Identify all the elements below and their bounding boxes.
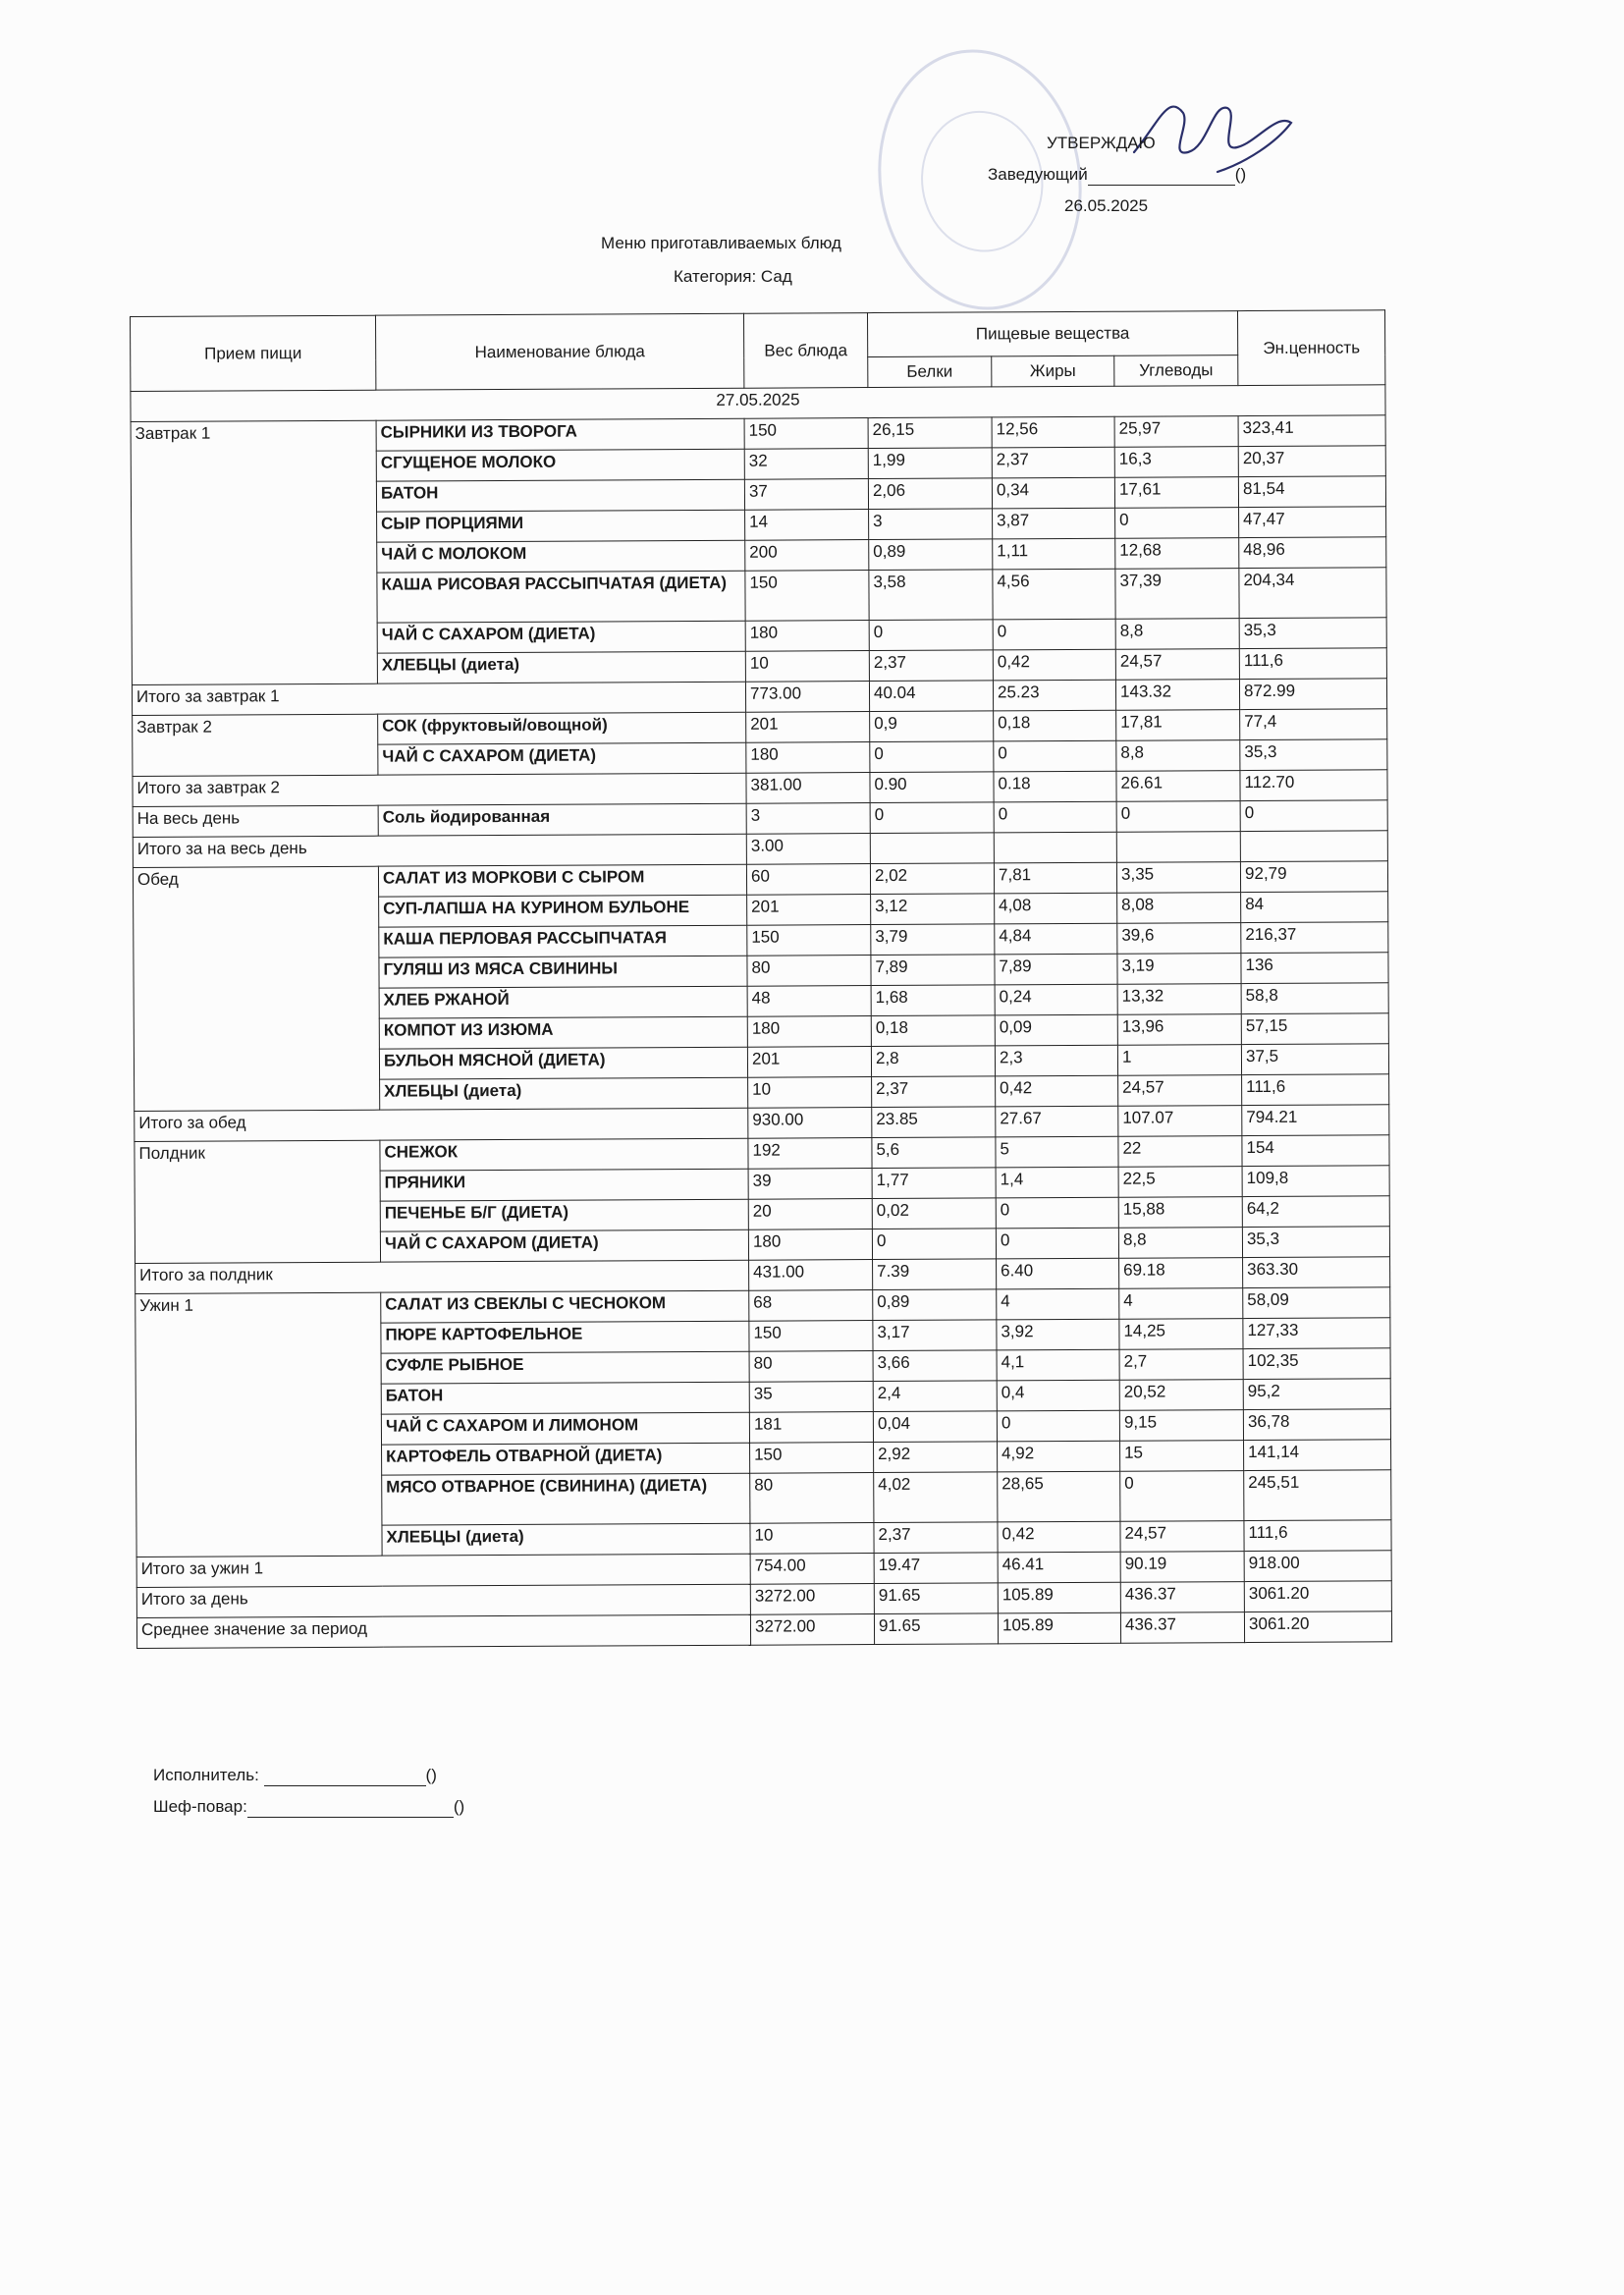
total-carbs: 143.32	[1115, 680, 1239, 711]
approval-title: УТВЕРЖДАЮ	[1047, 134, 1156, 152]
total-label: Итого за обед	[135, 1108, 748, 1141]
dish-weight: 150	[745, 571, 869, 622]
total-label: Итого за ужин 1	[136, 1554, 750, 1587]
meal-name: Полдник	[135, 1140, 381, 1263]
dish-weight: 39	[748, 1169, 872, 1200]
dish-protein: 2,06	[868, 478, 992, 510]
dish-fat: 7,81	[994, 862, 1116, 894]
dish-name: СЫРНИКИ ИЗ ТВОРОГА	[376, 418, 744, 451]
dish-carbs: 24,57	[1118, 1075, 1242, 1107]
total-carbs: 26.61	[1116, 771, 1240, 802]
total-label: Итого за день	[136, 1584, 750, 1617]
dish-weight: 201	[747, 895, 871, 926]
dish-name: ХЛЕБЦЫ (диета)	[380, 1077, 748, 1110]
total-energy: 794.21	[1242, 1105, 1389, 1136]
dish-fat: 0,24	[995, 984, 1117, 1015]
dish-name: ЧАЙ С САХАРОМ (ДИЕТА)	[377, 621, 745, 653]
dish-protein: 2,37	[872, 1076, 996, 1108]
dish-name: Соль йодированная	[378, 803, 746, 836]
dish-protein: 4,02	[874, 1472, 998, 1523]
dish-weight: 150	[749, 1321, 873, 1352]
dish-name: КАША ПЕРЛОВАЯ РАССЫПЧАТАЯ	[379, 925, 747, 957]
dish-name: СГУЩЕНОЕ МОЛОКО	[376, 449, 744, 481]
document-title: Меню приготавливаемых блюд	[601, 234, 841, 252]
total-energy: 112.70	[1240, 770, 1387, 801]
dish-weight: 180	[748, 1229, 872, 1261]
dish-name: СОК (фруктовый/овощной)	[378, 712, 746, 744]
dish-energy: 47,47	[1239, 507, 1386, 538]
dish-weight: 60	[746, 864, 870, 896]
dish-weight: 200	[745, 540, 869, 572]
total-carbs: 107.07	[1118, 1106, 1242, 1137]
dish-name: ХЛЕБЦЫ (диета)	[382, 1523, 750, 1556]
dish-name: ЧАЙ С МОЛОКОМ	[377, 540, 745, 573]
total-protein	[870, 833, 994, 864]
dish-fat: 28,65	[998, 1471, 1120, 1522]
dish-weight: 20	[748, 1199, 872, 1230]
total-carbs	[1116, 832, 1240, 863]
dish-fat: 7,89	[995, 954, 1117, 985]
dish-energy: 58,09	[1243, 1287, 1390, 1319]
dish-fat: 3,92	[997, 1319, 1119, 1350]
total-protein: 91.65	[874, 1613, 998, 1645]
dish-name: КАША РИСОВАЯ РАССЫПЧАТАЯ (ДИЕТА)	[377, 571, 745, 623]
total-fat	[994, 832, 1116, 863]
approval-position	[988, 165, 1246, 186]
dish-protein: 5,6	[872, 1137, 996, 1169]
header-meal: Прием пищи	[131, 315, 376, 391]
dish-carbs: 39,6	[1117, 923, 1241, 955]
total-protein: 23.85	[872, 1107, 996, 1138]
dish-protein: 1,77	[872, 1168, 996, 1199]
dish-name: ЧАЙ С САХАРОМ (ДИЕТА)	[380, 1229, 748, 1262]
total-weight: 3.00	[746, 834, 870, 865]
total-label: Среднее значение за период	[136, 1614, 750, 1648]
dish-energy: 84	[1241, 892, 1388, 923]
dish-protein: 2,37	[874, 1522, 998, 1554]
total-fat: 46.41	[998, 1552, 1120, 1583]
dish-energy: 323,41	[1238, 415, 1385, 447]
dish-name: МЯСО ОТВАРНОЕ (СВИНИНА) (ДИЕТА)	[382, 1473, 750, 1525]
dish-carbs: 24,57	[1115, 649, 1239, 681]
total-protein: 0.90	[870, 772, 994, 803]
dish-carbs: 13,96	[1117, 1014, 1241, 1046]
total-energy: 918.00	[1244, 1551, 1391, 1582]
dish-energy: 77,4	[1240, 709, 1387, 740]
dish-energy: 35,3	[1242, 1227, 1389, 1258]
header-energy: Эн.ценность	[1238, 310, 1385, 386]
dish-carbs: 17,61	[1114, 477, 1238, 509]
header-nutrients: Пищевые вещества	[867, 311, 1237, 357]
dish-carbs: 14,25	[1119, 1319, 1243, 1350]
total-energy	[1240, 831, 1387, 862]
dish-name: ПРЯНИКИ	[380, 1169, 748, 1201]
total-fat: 6.40	[997, 1258, 1119, 1289]
dish-fat: 0,4	[997, 1380, 1119, 1411]
dish-energy: 92,79	[1240, 861, 1387, 893]
dish-name: СЫР ПОРЦИЯМИ	[377, 510, 745, 542]
dish-fat: 0	[996, 1197, 1118, 1229]
dish-weight: 3	[746, 803, 870, 835]
dish-name: ХЛЕБЦЫ (диета)	[377, 651, 745, 683]
document-category: Категория: Сад	[674, 267, 792, 286]
header-carbs: Углеводы	[1114, 355, 1238, 387]
dish-fat: 5	[996, 1136, 1118, 1168]
dish-name: САЛАТ ИЗ СВЕКЛЫ С ЧЕСНОКОМ	[381, 1290, 749, 1323]
dish-protein: 0	[872, 1229, 996, 1260]
dish-protein: 0	[870, 802, 994, 834]
dish-energy: 36,78	[1243, 1409, 1390, 1441]
dish-protein: 3	[869, 509, 993, 540]
dish-weight: 180	[747, 1016, 871, 1048]
dish-weight: 150	[750, 1443, 874, 1474]
dish-protein: 0,02	[872, 1198, 996, 1229]
dish-fat: 0,42	[993, 649, 1115, 681]
chef-line	[153, 1797, 464, 1818]
dish-carbs: 8,08	[1117, 893, 1241, 924]
dish-name: ХЛЕБ РЖАНОЙ	[379, 986, 747, 1018]
dish-fat: 0,09	[995, 1014, 1117, 1046]
dish-fat: 1,11	[993, 538, 1115, 570]
dish-weight: 10	[748, 1077, 872, 1109]
dish-carbs: 2,7	[1119, 1349, 1243, 1381]
menu-date: 27.05.2025	[131, 385, 1385, 422]
dish-weight: 192	[748, 1138, 872, 1170]
dish-protein: 3,66	[873, 1350, 997, 1382]
dish-protein: 0,9	[870, 711, 994, 742]
dish-weight: 201	[746, 712, 870, 743]
dish-energy: 0	[1240, 800, 1387, 832]
header-fat: Жиры	[992, 355, 1114, 387]
total-weight: 3272.00	[750, 1584, 874, 1615]
dish-carbs: 25,97	[1114, 416, 1238, 448]
dish-fat: 0,42	[998, 1521, 1120, 1553]
dish-protein: 0	[869, 620, 993, 651]
dish-name: ЧАЙ С САХАРОМ (ДИЕТА)	[378, 742, 746, 775]
dish-name: БАТОН	[376, 479, 744, 512]
dish-name: ПЕЧЕНЬЕ Б/Г (ДИЕТА)	[380, 1199, 748, 1231]
dish-name: СНЕЖОК	[380, 1138, 748, 1171]
dish-weight: 180	[745, 621, 869, 652]
dish-weight: 14	[745, 510, 869, 541]
dish-weight: 150	[744, 418, 868, 450]
dish-energy: 81,54	[1238, 476, 1385, 508]
dish-carbs: 12,68	[1115, 538, 1239, 570]
dish-fat: 12,56	[992, 416, 1114, 448]
total-carbs: 69.18	[1119, 1258, 1243, 1289]
total-label: Итого за завтрак 1	[132, 682, 745, 715]
dish-weight: 32	[744, 449, 868, 480]
dish-carbs: 1	[1117, 1045, 1241, 1076]
dish-carbs: 15	[1120, 1441, 1244, 1472]
dish-weight: 80	[750, 1473, 874, 1524]
dish-protein: 26,15	[868, 417, 992, 449]
dish-energy: 102,35	[1243, 1348, 1390, 1380]
executor-close: ()	[425, 1766, 437, 1784]
dish-energy: 204,34	[1239, 568, 1386, 619]
dish-energy: 64,2	[1242, 1196, 1389, 1228]
dish-protein: 2,37	[869, 650, 993, 682]
period-average-row	[136, 1612, 1391, 1649]
dish-weight: 80	[747, 956, 871, 987]
dish-energy: 111,6	[1239, 648, 1386, 680]
dish-energy: 111,6	[1244, 1520, 1391, 1552]
dish-carbs: 22	[1118, 1136, 1242, 1168]
dish-energy: 20,37	[1238, 446, 1385, 477]
dish-carbs: 20,52	[1119, 1380, 1243, 1411]
dish-energy: 245,51	[1244, 1470, 1391, 1521]
dish-protein: 3,12	[871, 894, 995, 925]
dish-carbs: 8,8	[1118, 1228, 1242, 1259]
dish-weight: 181	[749, 1412, 873, 1444]
dish-carbs: 22,5	[1118, 1167, 1242, 1198]
dish-fat: 0	[996, 1228, 1118, 1259]
total-weight: 431.00	[749, 1260, 873, 1291]
dish-weight: 68	[749, 1290, 873, 1322]
dish-fat: 0	[994, 801, 1116, 833]
total-protein: 40.04	[869, 681, 993, 712]
dish-fat: 1,4	[996, 1167, 1118, 1198]
dish-energy: 35,3	[1239, 618, 1386, 649]
dish-protein: 2,92	[874, 1442, 998, 1473]
dish-carbs: 0	[1115, 508, 1239, 539]
dish-carbs: 15,88	[1118, 1197, 1242, 1229]
dish-weight: 35	[749, 1382, 873, 1413]
dish-carbs: 24,57	[1120, 1521, 1244, 1553]
dish-name: СУП-ЛАПША НА КУРИНОМ БУЛЬОНЕ	[379, 895, 747, 927]
total-weight: 3272.00	[750, 1614, 874, 1646]
chef-close: ()	[453, 1797, 465, 1816]
dish-protein: 1,99	[868, 448, 992, 479]
meal-name: На весь день	[133, 805, 378, 837]
dish-weight: 10	[750, 1523, 874, 1555]
dish-carbs: 8,8	[1115, 619, 1239, 650]
total-weight: 773.00	[745, 682, 869, 713]
dish-carbs: 0	[1120, 1471, 1244, 1522]
header-dish: Наименование блюда	[375, 313, 743, 390]
dish-carbs: 8,8	[1116, 740, 1240, 772]
dish-energy: 37,5	[1241, 1044, 1388, 1075]
dish-fat: 2,3	[995, 1045, 1117, 1076]
dish-weight: 180	[746, 742, 870, 774]
dish-energy: 109,8	[1242, 1166, 1389, 1197]
dish-carbs: 3,19	[1117, 954, 1241, 985]
dish-carbs: 13,32	[1117, 984, 1241, 1015]
total-protein: 19.47	[874, 1553, 998, 1584]
dish-fat: 4,84	[995, 923, 1117, 955]
header-weight: Вес блюда	[743, 313, 867, 389]
dish-name: КАРТОФЕЛЬ ОТВАРНОЙ (ДИЕТА)	[382, 1443, 750, 1475]
dish-protein: 3,79	[871, 924, 995, 956]
dish-fat: 0,18	[994, 710, 1116, 741]
dish-protein: 7,89	[871, 955, 995, 986]
total-carbs: 436.37	[1120, 1582, 1244, 1613]
dish-fat: 4,92	[998, 1441, 1120, 1472]
executor-line	[153, 1766, 437, 1786]
total-fat: 25.23	[993, 680, 1115, 711]
dish-energy: 111,6	[1242, 1074, 1389, 1106]
chef-label: Шеф-повар:	[153, 1797, 247, 1816]
executor-label: Исполнитель:	[153, 1766, 259, 1784]
dish-energy: 216,37	[1241, 922, 1388, 954]
dish-carbs: 16,3	[1114, 447, 1238, 478]
dish-fat: 3,87	[993, 508, 1115, 539]
dish-name: САЛАТ ИЗ МОРКОВИ С СЫРОМ	[378, 864, 746, 897]
dish-carbs: 37,39	[1115, 569, 1239, 620]
dish-fat: 4	[997, 1288, 1119, 1320]
approval-position-label: Заведующий	[988, 165, 1088, 184]
dish-name: ПЮРЕ КАРТОФЕЛЬНОЕ	[381, 1321, 749, 1353]
dish-fat: 0	[993, 619, 1115, 650]
dish-fat: 4,56	[993, 569, 1115, 620]
dish-carbs: 4	[1119, 1288, 1243, 1320]
total-protein: 91.65	[874, 1583, 998, 1614]
dish-weight: 150	[747, 925, 871, 956]
dish-fat: 4,08	[995, 893, 1117, 924]
dish-protein: 2,8	[871, 1046, 995, 1077]
total-weight: 754.00	[750, 1554, 874, 1585]
dish-name: ГУЛЯШ ИЗ МЯСА СВИНИНЫ	[379, 956, 747, 988]
dish-protein: 0,04	[873, 1411, 997, 1443]
dish-carbs: 0	[1116, 801, 1240, 833]
dish-fat: 0	[997, 1410, 1119, 1442]
meal-name: Завтрак 2	[133, 714, 378, 776]
dish-name: КОМПОТ ИЗ ИЗЮМА	[379, 1016, 747, 1049]
total-fat: 0.18	[994, 771, 1116, 802]
dish-carbs: 3,35	[1116, 862, 1240, 894]
dish-carbs: 9,15	[1119, 1410, 1243, 1442]
dish-energy: 57,15	[1241, 1013, 1388, 1045]
meal-name: Обед	[133, 866, 379, 1111]
total-label: Итого за на весь день	[133, 834, 746, 867]
dish-protein: 2,4	[873, 1381, 997, 1412]
dish-weight: 37	[744, 479, 868, 511]
dish-energy: 95,2	[1243, 1379, 1390, 1410]
dish-weight: 48	[747, 986, 871, 1017]
header-protein: Белки	[868, 356, 992, 388]
dish-name: СУФЛЕ РЫБНОЕ	[381, 1351, 749, 1384]
total-protein: 7.39	[873, 1259, 997, 1290]
dish-energy: 58,8	[1241, 983, 1388, 1014]
total-weight: 381.00	[746, 773, 870, 804]
dish-energy: 127,33	[1243, 1318, 1390, 1349]
dish-fat: 0,42	[996, 1075, 1118, 1107]
dish-weight: 80	[749, 1351, 873, 1383]
dish-protein: 0,18	[871, 1015, 995, 1047]
approval-date: 26.05.2025	[1064, 196, 1149, 215]
dish-protein: 1,68	[871, 985, 995, 1016]
total-label: Итого за завтрак 2	[133, 773, 746, 806]
dish-name: БАТОН	[381, 1382, 749, 1414]
dish-energy: 136	[1241, 953, 1388, 984]
total-fat: 105.89	[998, 1612, 1120, 1644]
dish-protein: 3,17	[873, 1320, 997, 1351]
total-energy: 3061.20	[1244, 1581, 1391, 1612]
total-carbs: 436.37	[1120, 1612, 1244, 1644]
dish-protein: 0,89	[869, 539, 993, 571]
dish-name: БУЛЬОН МЯСНОЙ (ДИЕТА)	[379, 1047, 747, 1079]
dish-name: ЧАЙ С САХАРОМ И ЛИМОНОМ	[381, 1412, 749, 1445]
dish-carbs: 17,81	[1116, 710, 1240, 741]
dish-protein: 2,02	[870, 863, 994, 895]
total-fat: 27.67	[996, 1106, 1118, 1137]
total-label: Итого за полдник	[135, 1260, 749, 1293]
total-weight: 930.00	[748, 1108, 872, 1139]
dish-energy: 141,14	[1244, 1440, 1391, 1471]
dish-weight: 201	[747, 1047, 871, 1078]
dish-fat: 0,34	[992, 477, 1114, 509]
total-energy: 3061.20	[1244, 1612, 1391, 1643]
meal-name: Ужин 1	[135, 1292, 382, 1557]
dish-protein: 0,89	[873, 1289, 997, 1321]
total-energy: 363.30	[1243, 1257, 1390, 1288]
total-energy: 872.99	[1239, 679, 1386, 710]
dish-energy: 154	[1242, 1135, 1389, 1167]
approval-close: ()	[1234, 165, 1247, 184]
dish-fat: 4,1	[997, 1349, 1119, 1381]
dish-weight: 10	[745, 651, 869, 683]
dish-fat: 2,37	[992, 447, 1114, 478]
total-carbs: 90.19	[1120, 1552, 1244, 1583]
dish-energy: 35,3	[1240, 739, 1387, 771]
dish-protein: 0	[870, 741, 994, 773]
dish-fat: 0	[994, 740, 1116, 772]
dish-energy: 48,96	[1239, 537, 1386, 569]
total-fat: 105.89	[998, 1582, 1120, 1613]
dish-protein: 3,58	[869, 570, 993, 621]
meal-name: Завтрак 1	[131, 420, 377, 684]
menu-table	[130, 309, 1392, 1649]
